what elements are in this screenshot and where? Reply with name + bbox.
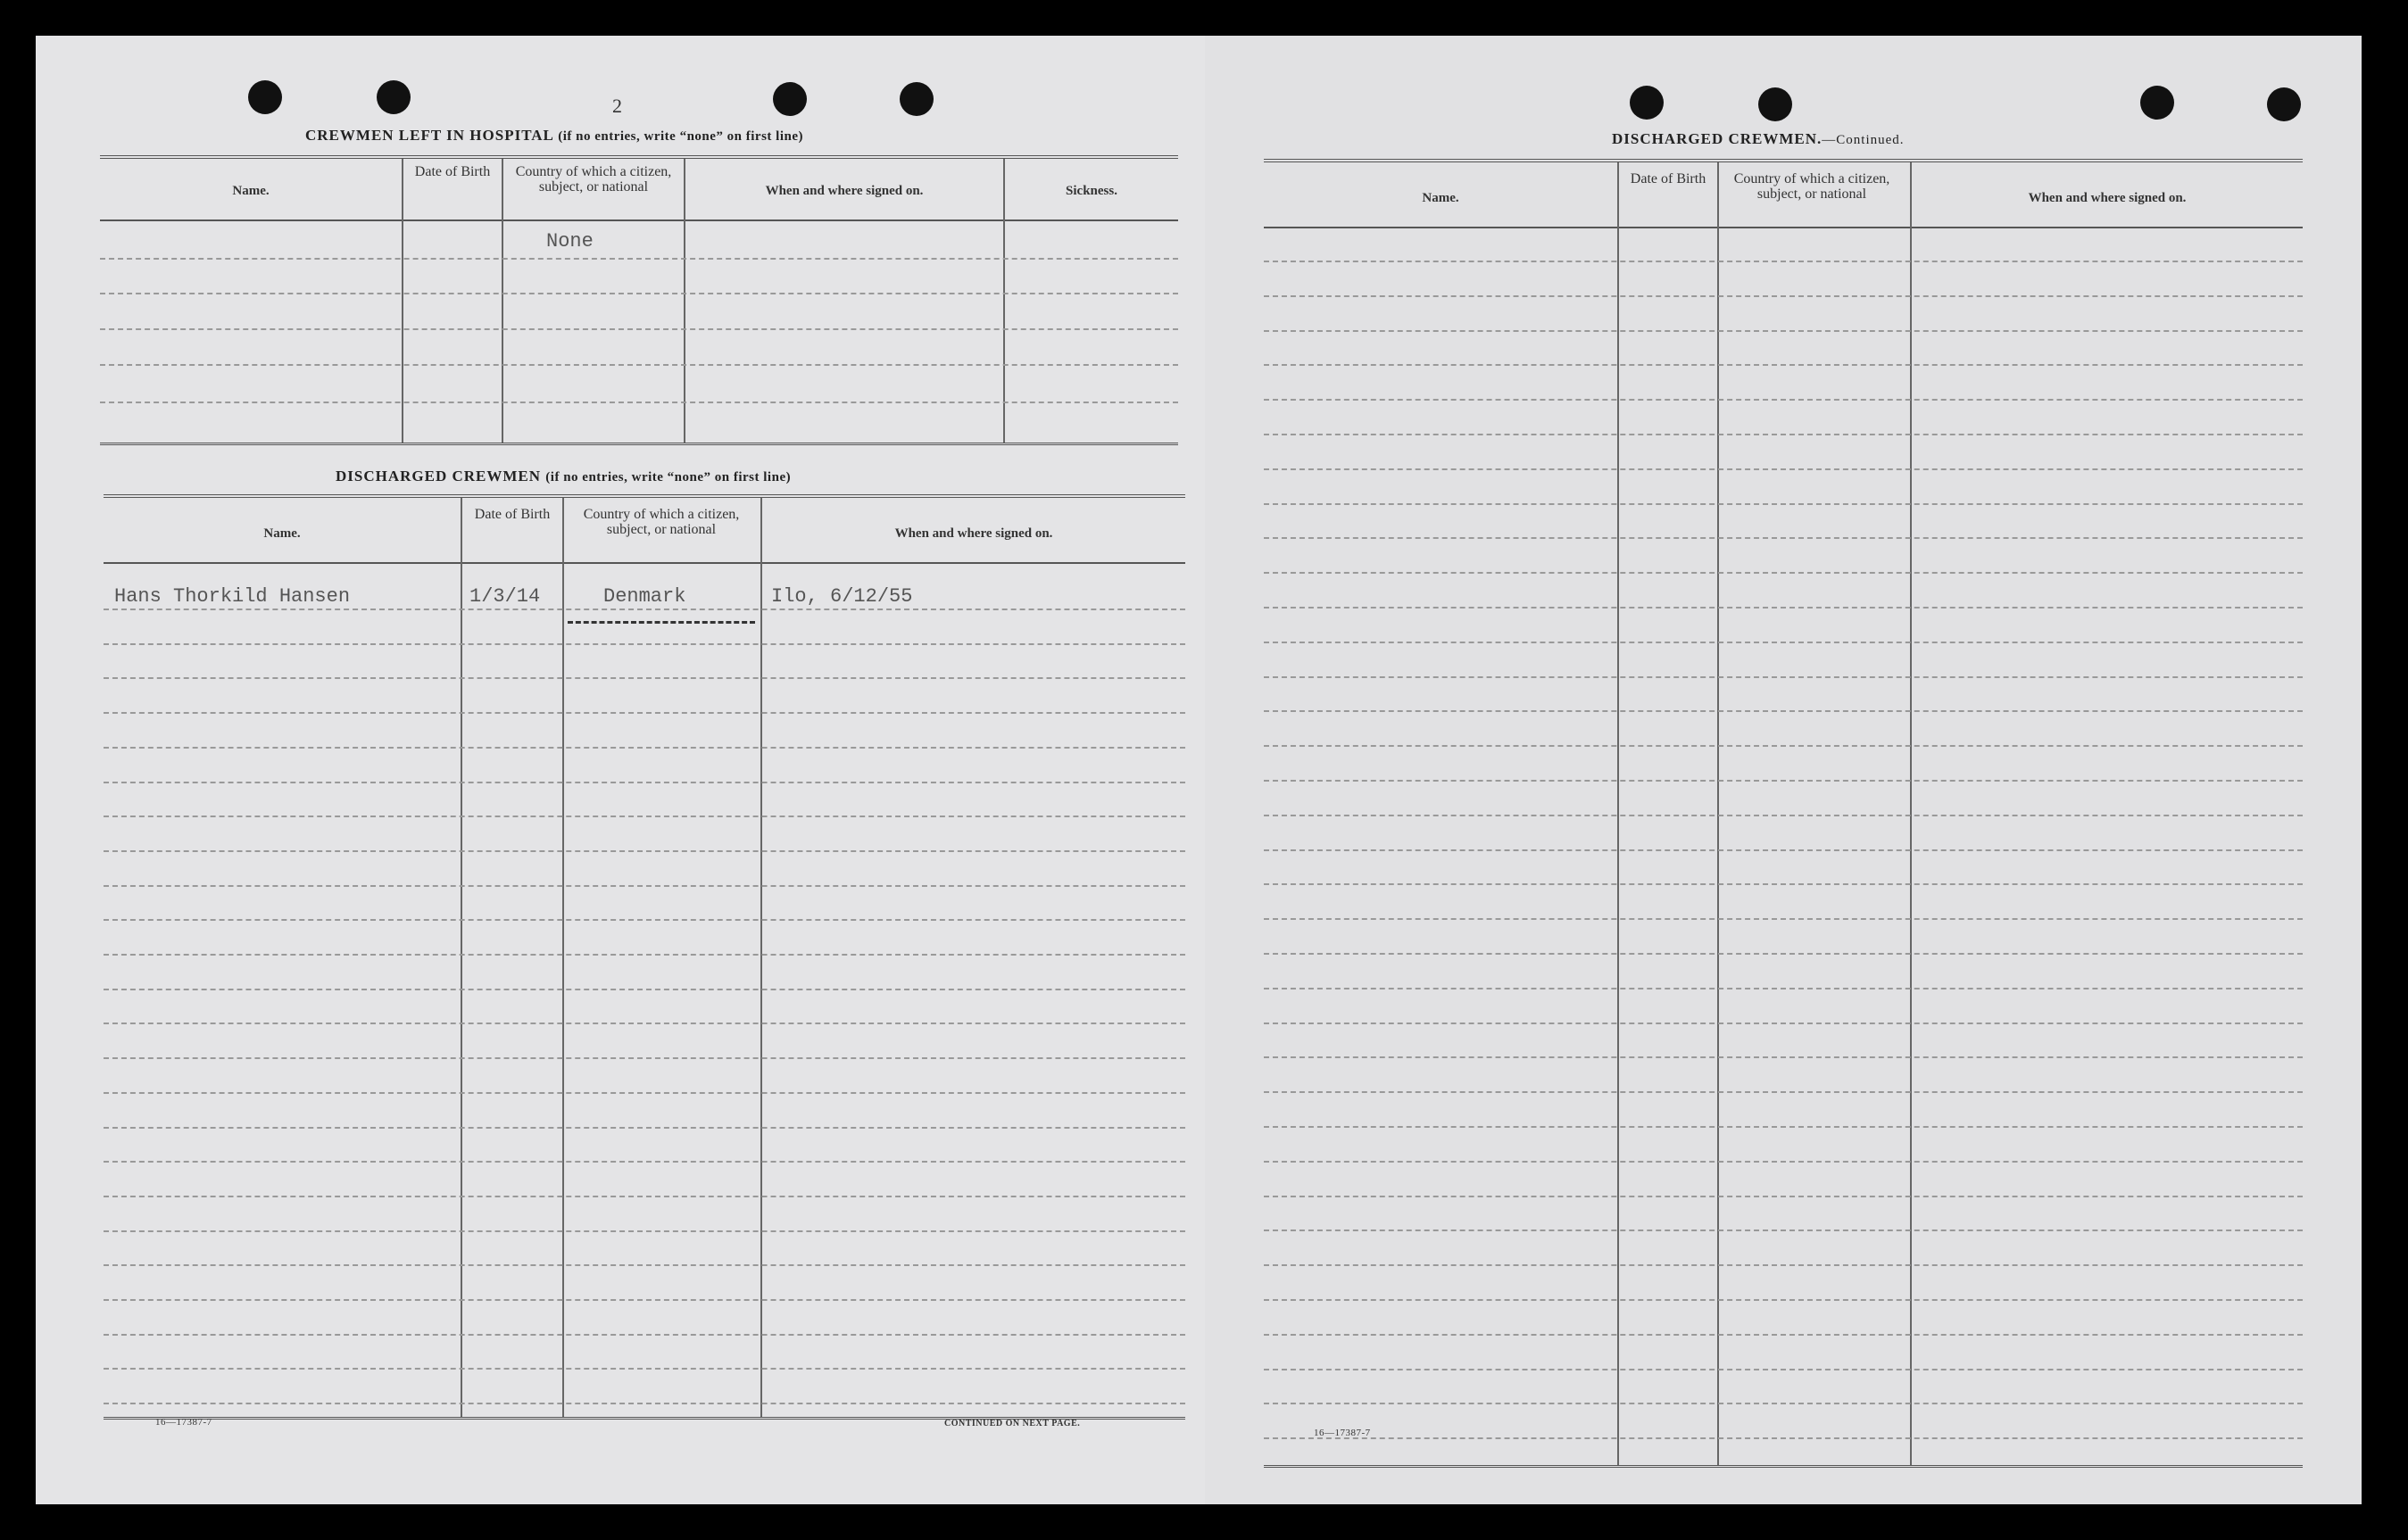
col-name-header: Name. — [1422, 191, 1459, 205]
row-line — [104, 1334, 1185, 1336]
right-page — [1205, 36, 2362, 1504]
row-line — [104, 712, 1185, 714]
row-line — [104, 954, 1185, 956]
row-line — [1264, 399, 2303, 401]
discharged-section-title — [336, 468, 791, 485]
right-title-text: DISCHARGED CREWMEN. — [1612, 130, 1823, 147]
row-line — [1264, 434, 2303, 435]
row-line — [104, 1230, 1185, 1232]
row-line — [1264, 1091, 2303, 1093]
punch-hole — [773, 82, 807, 116]
crew-dob: 1/3/14 — [469, 585, 541, 608]
hospital-title-text: CREWMEN LEFT IN HOSPITAL — [305, 127, 553, 144]
discharged-continued-table — [1264, 159, 2303, 1468]
row-line — [1264, 780, 2303, 782]
col-country-header: Country of which a citizen, subject, or national — [583, 507, 740, 537]
col-dob-header: Date of Birth — [414, 164, 491, 179]
row-line — [1264, 1299, 2303, 1301]
row-line — [104, 1196, 1185, 1197]
row-line — [1264, 1230, 2303, 1231]
row-line — [104, 1161, 1185, 1163]
row-line — [104, 1023, 1185, 1024]
crew-name: Hans Thorkild Hansen — [114, 585, 351, 608]
row-line — [104, 1127, 1185, 1129]
row-line — [1264, 295, 2303, 297]
row-line — [1264, 710, 2303, 712]
hospital-section-title — [305, 127, 803, 145]
col-name-header: Name. — [263, 526, 301, 541]
row-line — [104, 1264, 1185, 1266]
row-line — [1264, 988, 2303, 989]
col-signed-header: When and where signed on. — [2028, 191, 2187, 205]
row-line — [1264, 1264, 2303, 1266]
continued-note: CONTINUED ON NEXT PAGE. — [944, 1419, 1081, 1428]
row-line — [1264, 1196, 2303, 1197]
row-line — [1264, 607, 2303, 609]
discharged-instruction: (if no entries, write “none” on first line) — [545, 470, 792, 484]
crew-signed-on: Ilo, 6/12/55 — [771, 585, 913, 608]
punch-hole — [2267, 87, 2301, 121]
right-title-suffix: —Continued. — [1822, 133, 1905, 147]
row-line — [104, 1092, 1185, 1094]
row-line — [1264, 572, 2303, 574]
row-line — [1264, 1334, 2303, 1336]
row-line — [1264, 745, 2303, 747]
row-line — [1264, 1023, 2303, 1024]
row-line — [104, 850, 1185, 852]
row-line — [1264, 261, 2303, 262]
row-line — [1264, 537, 2303, 539]
hospital-instruction: (if no entries, write “none” on first line) — [558, 129, 803, 144]
row-line — [1264, 953, 2303, 955]
discharged-table — [104, 494, 1185, 1420]
punch-hole — [377, 80, 411, 114]
row-line — [104, 747, 1185, 749]
row-line — [1264, 1161, 2303, 1163]
row-line — [1264, 1126, 2303, 1128]
row-line — [104, 643, 1185, 645]
row-line — [104, 816, 1185, 817]
col-name-header: Name. — [232, 184, 270, 198]
row-line — [104, 1403, 1185, 1404]
right-section-title — [1612, 130, 1905, 148]
row-line — [104, 919, 1185, 921]
row-line — [104, 677, 1185, 679]
row-line — [104, 782, 1185, 783]
page-number: 2 — [612, 95, 622, 117]
punch-hole — [248, 80, 282, 114]
crew-country: Denmark — [603, 585, 686, 608]
col-signed-header: When and where signed on. — [765, 184, 924, 198]
col-country-header: Country of which a citizen, subject, or national — [1733, 171, 1890, 202]
row-line — [1264, 642, 2303, 643]
row-line — [1264, 849, 2303, 851]
discharged-title-text: DISCHARGED CREWMEN — [336, 468, 542, 484]
row-line — [100, 293, 1178, 294]
entry-country: None — [546, 230, 594, 253]
row-line — [104, 885, 1185, 887]
row-line — [100, 364, 1178, 366]
left-page — [36, 36, 1223, 1504]
row-line — [1264, 815, 2303, 816]
hospital-table — [100, 155, 1178, 445]
row-line — [104, 1299, 1185, 1301]
col-signed-header: When and where signed on. — [894, 526, 1053, 541]
country-underline — [568, 621, 755, 624]
row-line — [100, 258, 1178, 260]
row-line — [1264, 1056, 2303, 1058]
form-code: 16—17387-7 — [155, 1417, 212, 1428]
row-line — [1264, 503, 2303, 505]
row-line — [100, 328, 1178, 330]
row-line — [1264, 918, 2303, 920]
row-line — [104, 989, 1185, 990]
col-country-header: Country of which a citizen, subject, or national — [515, 164, 672, 195]
col-dob-header: Date of Birth — [1630, 171, 1706, 186]
row-line — [1264, 330, 2303, 332]
row-line — [104, 609, 1185, 610]
punch-hole — [1630, 86, 1664, 120]
col-sickness-header: Sickness. — [1066, 184, 1117, 198]
row-line — [1264, 1437, 2303, 1439]
row-line — [1264, 364, 2303, 366]
row-line — [1264, 1403, 2303, 1404]
col-dob-header: Date of Birth — [474, 507, 551, 522]
punch-hole — [1758, 87, 1792, 121]
row-line — [1264, 1369, 2303, 1370]
row-line — [104, 1057, 1185, 1059]
row-line — [100, 402, 1178, 403]
row-line — [104, 1368, 1185, 1370]
row-line — [1264, 468, 2303, 470]
punch-hole — [2140, 86, 2174, 120]
punch-hole — [900, 82, 934, 116]
row-line — [1264, 676, 2303, 678]
row-line — [1264, 883, 2303, 885]
form-code: 16—17387-7 — [1314, 1428, 1371, 1438]
